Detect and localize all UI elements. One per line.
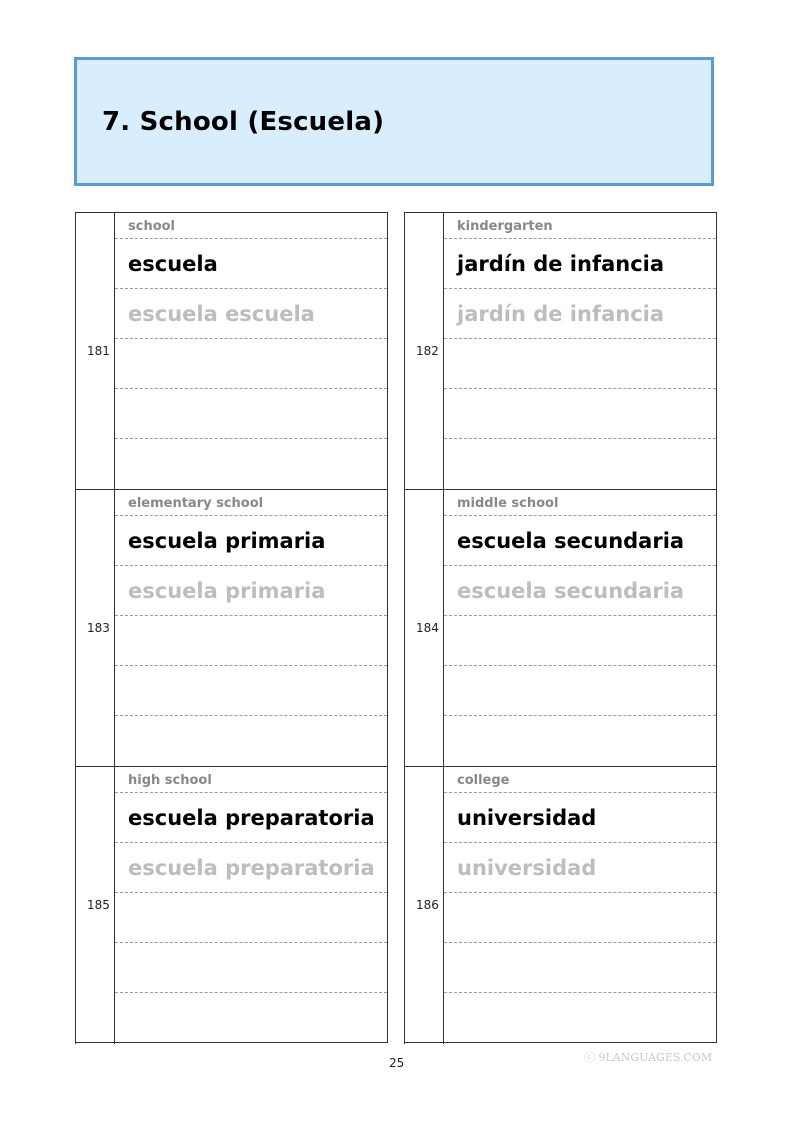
trace-word: universidad [457,856,597,880]
entry-number-column [404,490,444,767]
vocab-entry [404,489,717,766]
vocab-entry [75,489,388,766]
trace-word: escuela secundaria [457,579,685,603]
english-word: high school [128,773,212,788]
copyright-notice: ⓒ 9LANGUAGES.COM [584,1051,713,1064]
entry-number: 184 [416,621,439,635]
page-title: 7. School (Escuela) [102,107,385,137]
page-number: 25 [389,1056,405,1070]
bottom-rule-right [404,1042,717,1043]
entry-number: 185 [87,898,110,912]
entry-number-column [75,490,115,767]
english-word: college [457,773,510,788]
spanish-word: escuela preparatoria [128,806,375,830]
english-word: elementary school [128,496,264,511]
spanish-word: escuela [128,252,218,276]
vocab-entry [404,212,717,489]
trace-word: escuela primaria [128,579,326,603]
english-word: kindergarten [457,219,553,234]
spanish-word: escuela primaria [128,529,326,553]
english-word: school [128,219,176,234]
entry-number-column [404,767,444,1044]
entry-number: 183 [87,621,110,635]
vocab-entry [404,766,717,1043]
entry-number-column [404,213,444,490]
vocab-entry [75,212,388,489]
bottom-rule-left [75,1042,388,1043]
spanish-word: escuela secundaria [457,529,685,553]
english-word: middle school [457,496,559,511]
spanish-word: universidad [457,806,597,830]
trace-word: jardín de infancia [457,302,665,326]
vocab-entry [75,766,388,1043]
title-box [74,57,714,186]
entry-number: 182 [416,344,439,358]
entry-number: 181 [87,344,110,358]
entry-number-column [75,767,115,1044]
entry-number: 186 [416,898,439,912]
spanish-word: jardín de infancia [457,252,665,276]
trace-word: escuela preparatoria [128,856,375,880]
trace-word: escuela escuela [128,302,315,326]
entry-number-column [75,213,115,490]
